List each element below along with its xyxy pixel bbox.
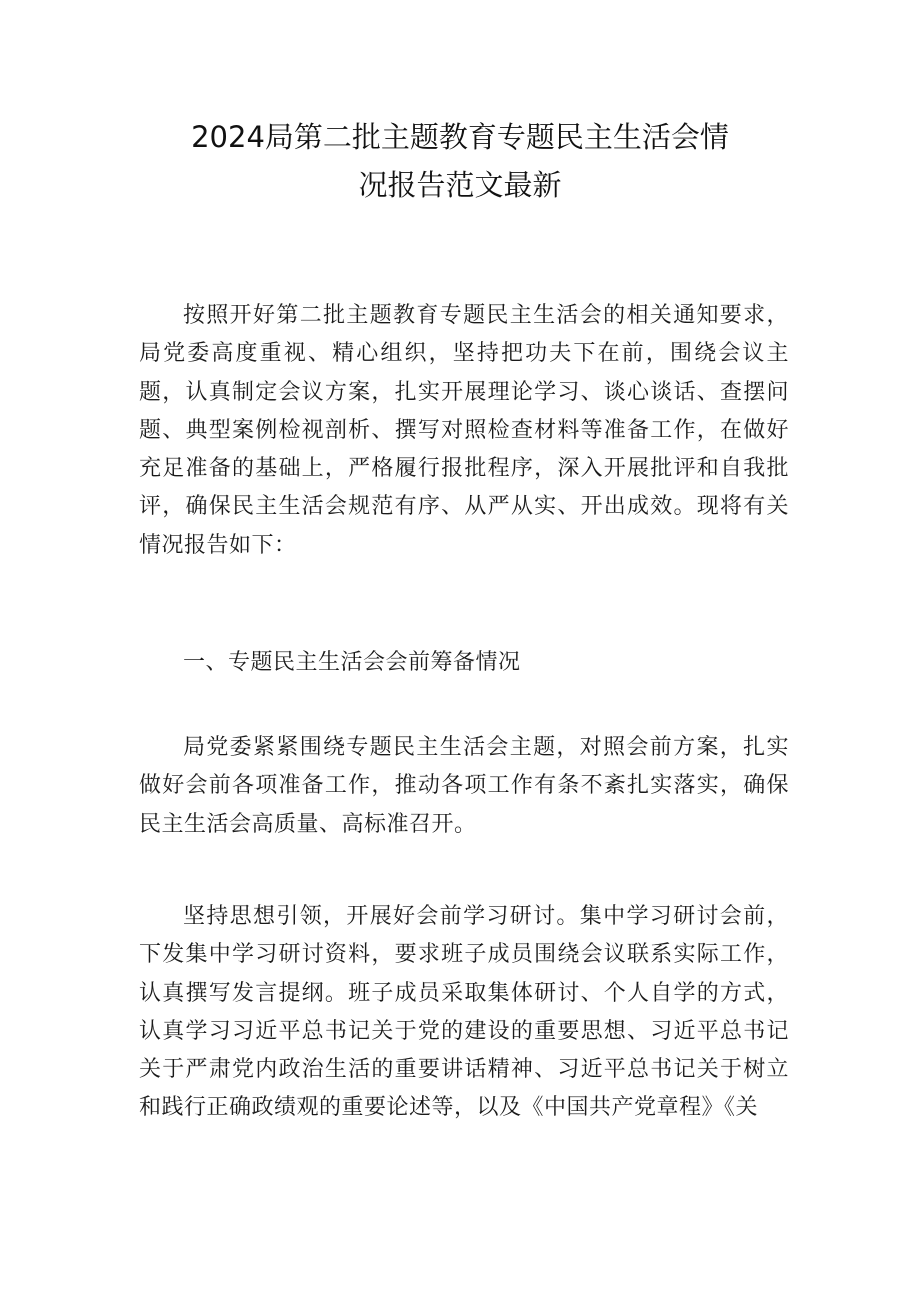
section-heading: 一、专题民主生活会会前筹备情况 bbox=[183, 650, 521, 675]
title-line-2: 况报告范文最新 bbox=[358, 168, 562, 202]
title-line-1: 2024局第二批主题教育专题民主生活会情 bbox=[191, 120, 729, 154]
body-paragraph: 坚持思想引领，开展好会前学习研讨。集中学习研讨会前，下发集中学习研讨资料，要求班子成员围绕会议联系实际工作，认真撰写发言提纲。班子成员采取集体研讨、个人自学的方式，认真学习习近平总书记关于党的建设的重要思想、习近平总书记关于严肃党内政治生活的重要讲话精神、习近平总书记关于树立和践行正确政绩观的重要论述等，以及《中国共产党章程》《关 bbox=[139, 904, 789, 1121]
body-paragraph: 局党委紧紧围绕专题民主生活会主题，对照会前方案，扎实做好会前各项准备工作，推动各项工作有条不紊扎实落实，确保民主生活会高质量、高标准召开。 bbox=[139, 735, 789, 837]
document-title bbox=[130, 113, 790, 209]
intro-paragraph: 按照开好第二批主题教育专题民主生活会的相关通知要求，局党委高度重视、精心组织，坚持把功夫下在前，围绕会议主题，认真制定会议方案，扎实开展理论学习、谈心谈话、查摆问题、典型案例检视剖析、撰写对照检查材料等准备工作，在做好充足准备的基础上，严格履行报批程序，深入开展批评和自我批评，确保民主生活会规范有序、从严从实、开出成效。现将有关情况报告如下： bbox=[139, 303, 789, 558]
